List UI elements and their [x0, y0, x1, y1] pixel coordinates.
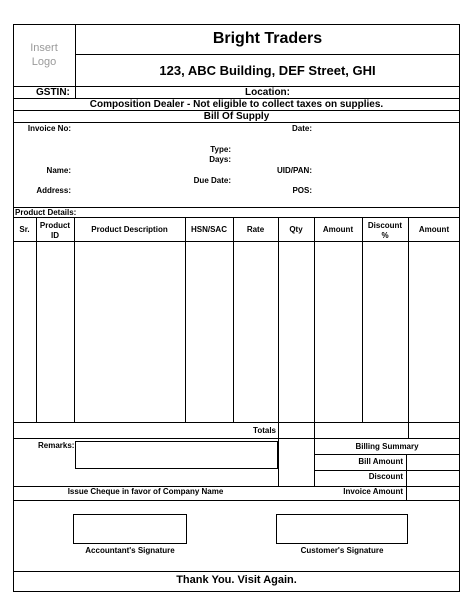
billing-value-divider [406, 454, 407, 500]
col-header-discount: Discount % [367, 221, 403, 240]
totals-bottom-line [13, 438, 460, 439]
signature-bottom-line [13, 571, 460, 572]
date-label: Date: [291, 124, 312, 133]
col-line-3 [185, 217, 186, 422]
bill-title: Bill Of Supply [203, 111, 270, 122]
due-date-label: Due Date: [193, 176, 231, 185]
billing-summary-line [314, 454, 460, 455]
location-label: Location: [245, 87, 290, 98]
bill-title-bottom-line [13, 122, 460, 123]
col-header-rate: Rate [246, 225, 265, 234]
days-label: Days: [209, 155, 231, 164]
product-table-top-line [13, 217, 460, 218]
col-header-sr: Sr. [19, 225, 30, 234]
logo-placeholder-line1: Insert [30, 42, 58, 54]
col-header-description: Product Description [91, 225, 168, 234]
col-line-1 [36, 217, 37, 422]
product-details-label: Product Details: [15, 208, 77, 217]
col-line-2 [74, 217, 75, 422]
invoice-no-label: Invoice No: [27, 124, 71, 133]
remarks-box [75, 441, 278, 469]
customer-address-label: Address: [36, 186, 71, 195]
company-address: 123, ABC Building, DEF Street, GHI [159, 63, 376, 78]
composition-note: Composition Dealer - Not eligible to collect taxes on supplies. [89, 99, 384, 110]
accountant-signature-label: Accountant's Signature [85, 546, 175, 555]
col-header-amount: Amount [322, 225, 354, 234]
customer-signature-box [276, 514, 408, 544]
column-header-bottom-line [13, 241, 460, 242]
remarks-label: Remarks: [38, 441, 75, 450]
col-line-5 [278, 217, 279, 486]
col-line-8 [408, 217, 409, 438]
col-line-4 [233, 217, 234, 422]
thank-you-note: Thank You. Visit Again. [176, 574, 297, 586]
logo-placeholder-line2: Logo [31, 56, 57, 68]
col-header-net-amount: Amount [418, 225, 450, 234]
invoice-amount-label: Invoice Amount [343, 487, 403, 496]
totals-label: Totals [253, 426, 276, 435]
accountant-signature-box [73, 514, 187, 544]
details-bottom-line [13, 207, 460, 208]
gstin-label: GSTIN: [36, 87, 70, 98]
discount-label: Discount [368, 472, 403, 481]
invoice-amount-line [13, 500, 460, 501]
col-header-product-id: Product ID [39, 221, 71, 240]
customer-name-label: Name: [46, 166, 71, 175]
col-line-7 [362, 217, 363, 422]
bill-amount-line [314, 470, 460, 471]
header-bottom-line [13, 86, 460, 87]
cheque-note: Issue Cheque in favor of Company Name [67, 487, 224, 496]
company-name: Bright Traders [212, 30, 323, 47]
col-header-qty: Qty [289, 225, 303, 234]
header-divider [75, 54, 460, 55]
col-header-hsn-sac: HSN/SAC [190, 225, 227, 234]
pos-label: POS: [292, 186, 312, 195]
customer-signature-label: Customer's Signature [300, 546, 384, 555]
type-label: Type: [210, 145, 231, 154]
billing-summary-label: Billing Summary [355, 442, 419, 451]
totals-top-line [13, 422, 460, 423]
uid-pan-label: UID/PAN: [277, 166, 312, 175]
bill-amount-label: Bill Amount [358, 457, 403, 466]
